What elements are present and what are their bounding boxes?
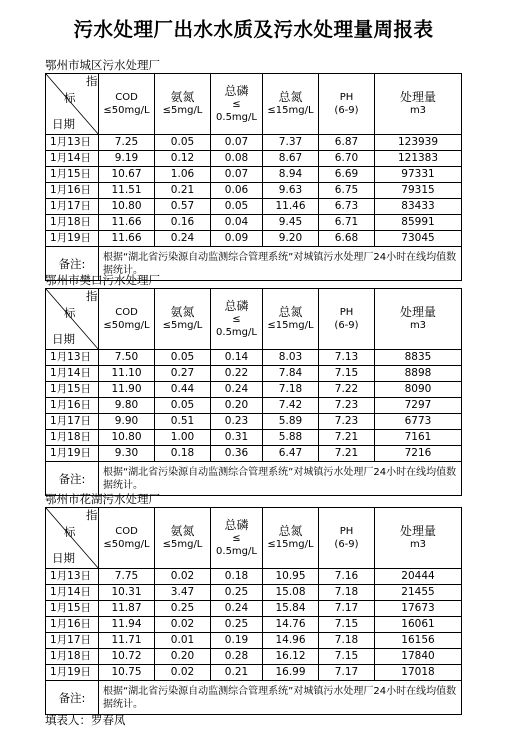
cell-ammonia: 0.18 (155, 446, 211, 462)
cell-volume: 7297 (375, 398, 462, 414)
plant-name: 鄂州市花湖污水处理厂 (45, 492, 160, 506)
header-ph-line-1: (6-9) (334, 539, 359, 550)
header-volume (375, 289, 462, 350)
table-row (46, 366, 462, 382)
header-ph-line-0: PH (339, 307, 354, 318)
cell-phosphorus: 0.07 (211, 167, 263, 183)
note-row (46, 681, 462, 715)
cell-nitrogen: 14.96 (263, 633, 319, 649)
cell-cod: 11.71 (99, 633, 155, 649)
header-cod-line-1: ≤50mg/L (103, 320, 150, 331)
table-row (46, 167, 462, 183)
cell-cod: 7.25 (99, 135, 155, 151)
header-volume-line-1: m3 (409, 105, 427, 116)
cell-phosphorus: 0.25 (211, 617, 263, 633)
cell-nitrogen: 9.20 (263, 231, 319, 247)
header-phosphorus-line-1: ≤ (232, 313, 241, 325)
header-ammonia-line-1: ≤5mg/L (162, 105, 203, 116)
table-row (46, 183, 462, 199)
header-phosphorus (211, 74, 263, 135)
cell-volume: 17018 (375, 665, 462, 681)
header-ph (319, 289, 375, 350)
table-row (46, 151, 462, 167)
cell-volume: 8835 (375, 350, 462, 366)
cell-volume: 123939 (375, 135, 462, 151)
cell-ammonia: 0.05 (155, 398, 211, 414)
cell-date: 1月16日 (46, 183, 99, 199)
header-phosphorus-line-2: 0.5mg/L (216, 111, 257, 123)
cell-volume: 8090 (375, 382, 462, 398)
note-label: 备注: (46, 247, 99, 281)
cell-cod: 10.75 (99, 665, 155, 681)
table-row (46, 215, 462, 231)
cell-date: 1月17日 (46, 414, 99, 430)
cell-ph: 7.17 (319, 601, 375, 617)
cell-ammonia: 0.21 (155, 183, 211, 199)
cell-date: 1月19日 (46, 231, 99, 247)
cell-ph: 7.17 (319, 665, 375, 681)
header-ph-line-1: (6-9) (334, 105, 359, 116)
cell-ammonia: 0.25 (155, 601, 211, 617)
cell-nitrogen: 10.95 (263, 569, 319, 585)
cell-date: 1月18日 (46, 215, 99, 231)
cell-date: 1月19日 (46, 446, 99, 462)
cell-phosphorus: 0.22 (211, 366, 263, 382)
corner-indicator-2: 标 (64, 91, 76, 105)
cell-ammonia: 0.02 (155, 617, 211, 633)
corner-date: 日期 (52, 332, 75, 346)
header-volume-line-0: 处理量 (399, 524, 436, 538)
header-nitrogen (263, 289, 319, 350)
header-nitrogen-line-1: ≤15mg/L (267, 105, 314, 116)
cell-ph: 7.23 (319, 414, 375, 430)
cell-ammonia: 0.01 (155, 633, 211, 649)
table-row (46, 665, 462, 681)
header-ph-line-1: (6-9) (334, 320, 359, 331)
plant-name: 鄂州市樊口污水处理厂 (45, 273, 160, 287)
cell-nitrogen: 5.88 (263, 430, 319, 446)
header-ammonia-line-1: ≤5mg/L (162, 539, 203, 550)
cell-ph: 7.21 (319, 446, 375, 462)
cell-volume: 6773 (375, 414, 462, 430)
cell-ammonia: 0.27 (155, 366, 211, 382)
cell-date: 1月16日 (46, 398, 99, 414)
cell-nitrogen: 14.76 (263, 617, 319, 633)
note-text: 根据“湖北省污染源自动监测综合管理系统”对城镇污水处理厂24小时在线均值数据统计。 (99, 462, 462, 496)
cell-volume: 85991 (375, 215, 462, 231)
header-nitrogen-line-0: 总氮 (278, 90, 303, 104)
cell-ammonia: 1.06 (155, 167, 211, 183)
cell-phosphorus: 0.20 (211, 398, 263, 414)
cell-ph: 7.15 (319, 617, 375, 633)
cell-phosphorus: 0.06 (211, 183, 263, 199)
cell-ammonia: 1.00 (155, 430, 211, 446)
cell-volume: 83433 (375, 199, 462, 215)
cell-volume: 121383 (375, 151, 462, 167)
header-cod (99, 74, 155, 135)
cell-cod: 9.90 (99, 414, 155, 430)
header-ph (319, 508, 375, 569)
header-cod-line-0: COD (115, 526, 138, 537)
cell-volume: 17840 (375, 649, 462, 665)
header-ammonia-line-0: 氨氮 (170, 90, 195, 104)
cell-volume: 7216 (375, 446, 462, 462)
header-phosphorus-line-2: 0.5mg/L (216, 545, 257, 557)
cell-ph: 6.70 (319, 151, 375, 167)
corner-cell (46, 508, 99, 569)
cell-phosphorus: 0.23 (211, 414, 263, 430)
cell-ph: 6.71 (319, 215, 375, 231)
cell-volume: 21455 (375, 585, 462, 601)
plant-section (45, 57, 461, 281)
cell-cod: 11.90 (99, 382, 155, 398)
header-volume-line-1: m3 (409, 539, 427, 550)
cell-phosphorus: 0.24 (211, 601, 263, 617)
header-phosphorus-line-1: ≤ (232, 532, 241, 544)
cell-cod: 7.50 (99, 350, 155, 366)
cell-ammonia: 0.12 (155, 151, 211, 167)
cell-ph: 6.68 (319, 231, 375, 247)
cell-cod: 11.51 (99, 183, 155, 199)
header-row (46, 74, 462, 135)
header-nitrogen (263, 74, 319, 135)
header-cod-line-1: ≤50mg/L (103, 105, 150, 116)
cell-nitrogen: 7.37 (263, 135, 319, 151)
cell-ammonia: 0.05 (155, 350, 211, 366)
cell-ph: 7.18 (319, 585, 375, 601)
report-title: 污水处理厂出水水质及污水处理量周报表 (73, 18, 434, 41)
header-ph-line-0: PH (339, 92, 354, 103)
corner-indicator: 指 (86, 289, 98, 303)
table-row (46, 430, 462, 446)
cell-ammonia: 0.57 (155, 199, 211, 215)
cell-date: 1月14日 (46, 585, 99, 601)
table-row (46, 398, 462, 414)
cell-ph: 6.69 (319, 167, 375, 183)
cell-nitrogen: 8.94 (263, 167, 319, 183)
header-ammonia-line-1: ≤5mg/L (162, 320, 203, 331)
cell-volume: 20444 (375, 569, 462, 585)
header-phosphorus-line-0: 总磷 (224, 298, 249, 313)
cell-nitrogen: 8.03 (263, 350, 319, 366)
cell-ammonia: 0.44 (155, 382, 211, 398)
cell-date: 1月13日 (46, 135, 99, 151)
cell-volume: 16061 (375, 617, 462, 633)
cell-ammonia: 0.20 (155, 649, 211, 665)
cell-cod: 10.80 (99, 199, 155, 215)
quality-table (45, 507, 462, 715)
cell-nitrogen: 8.67 (263, 151, 319, 167)
cell-nitrogen: 6.47 (263, 446, 319, 462)
cell-cod: 7.75 (99, 569, 155, 585)
cell-ammonia: 0.05 (155, 135, 211, 151)
header-volume-line-0: 处理量 (399, 305, 436, 319)
quality-table (45, 73, 462, 281)
cell-volume: 16156 (375, 633, 462, 649)
table-row (46, 617, 462, 633)
corner-cell (46, 74, 99, 135)
header-volume-line-1: m3 (409, 320, 427, 331)
cell-ph: 7.18 (319, 633, 375, 649)
cell-cod: 10.67 (99, 167, 155, 183)
table-row (46, 231, 462, 247)
cell-nitrogen: 9.45 (263, 215, 319, 231)
cell-volume: 79315 (375, 183, 462, 199)
cell-nitrogen: 7.42 (263, 398, 319, 414)
cell-ph: 7.21 (319, 430, 375, 446)
header-cod (99, 508, 155, 569)
cell-phosphorus: 0.04 (211, 215, 263, 231)
corner-indicator-2: 标 (64, 306, 76, 320)
header-phosphorus-line-0: 总磷 (224, 517, 249, 532)
header-cod-line-0: COD (115, 92, 138, 103)
cell-ph: 6.73 (319, 199, 375, 215)
cell-date: 1月16日 (46, 617, 99, 633)
cell-cod: 11.66 (99, 231, 155, 247)
cell-phosphorus: 0.05 (211, 199, 263, 215)
header-ph-line-0: PH (339, 526, 354, 537)
header-nitrogen-line-1: ≤15mg/L (267, 320, 314, 331)
table-row (46, 585, 462, 601)
header-volume-line-0: 处理量 (399, 90, 436, 104)
corner-cell (46, 289, 99, 350)
cell-phosphorus: 0.21 (211, 665, 263, 681)
table-row (46, 135, 462, 151)
cell-ammonia: 0.02 (155, 665, 211, 681)
corner-date: 日期 (52, 117, 75, 131)
cell-ammonia: 0.51 (155, 414, 211, 430)
cell-date: 1月18日 (46, 649, 99, 665)
cell-ph: 7.22 (319, 382, 375, 398)
header-ammonia-line-0: 氨氮 (170, 305, 195, 319)
cell-ph: 6.87 (319, 135, 375, 151)
cell-cod: 9.30 (99, 446, 155, 462)
note-label: 备注: (46, 681, 99, 715)
cell-nitrogen: 15.08 (263, 585, 319, 601)
cell-nitrogen: 15.84 (263, 601, 319, 617)
cell-cod: 11.10 (99, 366, 155, 382)
plant-section (45, 272, 461, 496)
header-row (46, 289, 462, 350)
cell-date: 1月15日 (46, 601, 99, 617)
cell-ph: 7.15 (319, 649, 375, 665)
table-row (46, 414, 462, 430)
cell-volume: 17673 (375, 601, 462, 617)
cell-date: 1月17日 (46, 633, 99, 649)
table-row (46, 446, 462, 462)
table-row (46, 601, 462, 617)
header-cod (99, 289, 155, 350)
cell-volume: 73045 (375, 231, 462, 247)
corner-indicator: 指 (86, 74, 98, 88)
cell-ph: 7.15 (319, 366, 375, 382)
header-nitrogen-line-0: 总氮 (278, 305, 303, 319)
cell-nitrogen: 16.12 (263, 649, 319, 665)
cell-date: 1月14日 (46, 366, 99, 382)
table-row (46, 649, 462, 665)
cell-date: 1月19日 (46, 665, 99, 681)
cell-phosphorus: 0.07 (211, 135, 263, 151)
cell-date: 1月13日 (46, 350, 99, 366)
cell-phosphorus: 0.08 (211, 151, 263, 167)
cell-ammonia: 0.02 (155, 569, 211, 585)
cell-cod: 11.94 (99, 617, 155, 633)
cell-cod: 10.31 (99, 585, 155, 601)
note-label: 备注: (46, 462, 99, 496)
filler-name: 填表人：罗春凤 (45, 713, 126, 727)
cell-phosphorus: 0.25 (211, 585, 263, 601)
header-volume (375, 74, 462, 135)
cell-volume: 7161 (375, 430, 462, 446)
table-row (46, 350, 462, 366)
note-text: 根据“湖北省污染源自动监测综合管理系统”对城镇污水处理厂24小时在线均值数据统计。 (99, 247, 462, 281)
cell-phosphorus: 0.31 (211, 430, 263, 446)
header-row (46, 508, 462, 569)
cell-date: 1月13日 (46, 569, 99, 585)
cell-nitrogen: 9.63 (263, 183, 319, 199)
header-cod-line-1: ≤50mg/L (103, 539, 150, 550)
header-ph (319, 74, 375, 135)
header-nitrogen (263, 508, 319, 569)
cell-nitrogen: 7.84 (263, 366, 319, 382)
table-row (46, 633, 462, 649)
plant-name: 鄂州市城区污水处理厂 (45, 58, 160, 72)
header-phosphorus-line-2: 0.5mg/L (216, 326, 257, 338)
cell-ph: 7.23 (319, 398, 375, 414)
cell-date: 1月15日 (46, 382, 99, 398)
table-row (46, 382, 462, 398)
cell-date: 1月14日 (46, 151, 99, 167)
plant-section (45, 491, 461, 715)
cell-phosphorus: 0.24 (211, 382, 263, 398)
header-ammonia-line-0: 氨氮 (170, 524, 195, 538)
cell-phosphorus: 0.09 (211, 231, 263, 247)
header-cod-line-0: COD (115, 307, 138, 318)
cell-cod: 10.80 (99, 430, 155, 446)
cell-ammonia: 3.47 (155, 585, 211, 601)
header-nitrogen-line-1: ≤15mg/L (267, 539, 314, 550)
cell-nitrogen: 16.99 (263, 665, 319, 681)
cell-volume: 97331 (375, 167, 462, 183)
corner-indicator-2: 标 (64, 525, 76, 539)
header-phosphorus-line-1: ≤ (232, 98, 241, 110)
cell-cod: 11.87 (99, 601, 155, 617)
header-ammonia (155, 289, 211, 350)
cell-phosphorus: 0.28 (211, 649, 263, 665)
cell-volume: 8898 (375, 366, 462, 382)
table-row (46, 569, 462, 585)
header-ammonia (155, 74, 211, 135)
header-nitrogen-line-0: 总氮 (278, 524, 303, 538)
cell-phosphorus: 0.18 (211, 569, 263, 585)
cell-ph: 6.75 (319, 183, 375, 199)
cell-nitrogen: 11.46 (263, 199, 319, 215)
corner-indicator: 指 (86, 508, 98, 522)
quality-table (45, 288, 462, 496)
cell-date: 1月15日 (46, 167, 99, 183)
cell-cod: 9.80 (99, 398, 155, 414)
header-phosphorus-line-0: 总磷 (224, 83, 249, 98)
cell-nitrogen: 7.18 (263, 382, 319, 398)
cell-phosphorus: 0.14 (211, 350, 263, 366)
cell-date: 1月17日 (46, 199, 99, 215)
header-volume (375, 508, 462, 569)
header-ammonia (155, 508, 211, 569)
cell-cod: 9.19 (99, 151, 155, 167)
table-row (46, 199, 462, 215)
note-text: 根据“湖北省污染源自动监测综合管理系统”对城镇污水处理厂24小时在线均值数据统计。 (99, 681, 462, 715)
cell-ph: 7.16 (319, 569, 375, 585)
corner-date: 日期 (52, 551, 75, 565)
cell-date: 1月18日 (46, 430, 99, 446)
cell-ammonia: 0.16 (155, 215, 211, 231)
cell-nitrogen: 5.89 (263, 414, 319, 430)
cell-ph: 7.13 (319, 350, 375, 366)
header-phosphorus (211, 289, 263, 350)
header-phosphorus (211, 508, 263, 569)
cell-phosphorus: 0.19 (211, 633, 263, 649)
cell-phosphorus: 0.36 (211, 446, 263, 462)
cell-ammonia: 0.24 (155, 231, 211, 247)
cell-cod: 10.72 (99, 649, 155, 665)
cell-cod: 11.66 (99, 215, 155, 231)
